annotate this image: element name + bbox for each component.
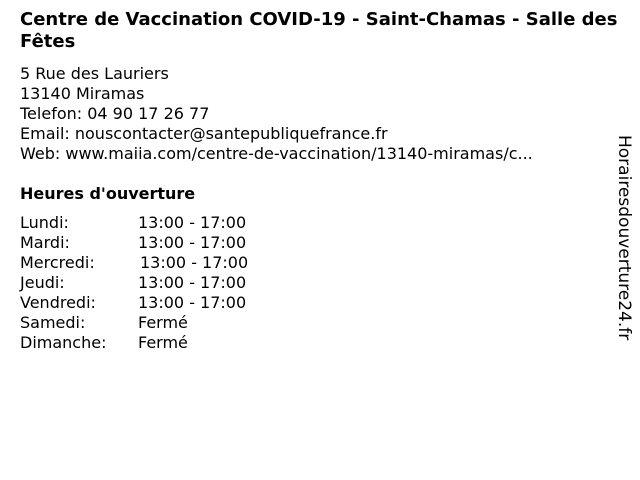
- site-watermark: Horairesdouverture24.fr: [614, 135, 634, 341]
- day-label: Lundi:: [20, 213, 69, 232]
- website-link: Web: www.maiia.com/centre-de-vaccination/13140-miramas/c...: [20, 144, 533, 163]
- address-city: 13140 Miramas: [20, 84, 145, 103]
- time-value: 13:00 - 17:00: [140, 253, 249, 272]
- page-title: Centre de Vaccination COVID-19 - Saint-Chamas - Salle des Fêtes: [20, 9, 618, 52]
- time-value: 13:00 - 17:00: [138, 293, 247, 312]
- time-value: 13:00 - 17:00: [138, 273, 247, 292]
- time-value: Fermé: [138, 313, 188, 332]
- hours-heading: Heures d'ouverture: [20, 184, 196, 203]
- time-value: 13:00 - 17:00: [138, 233, 247, 252]
- phone-number: Telefon: 04 90 17 26 77: [20, 104, 210, 123]
- time-value: 13:00 - 17:00: [138, 213, 247, 232]
- day-label: Vendredi:: [20, 293, 96, 312]
- day-label: Mercredi:: [20, 253, 95, 272]
- day-label: Dimanche:: [20, 333, 107, 352]
- day-label: Mardi:: [20, 233, 70, 252]
- day-label: Samedi:: [20, 313, 86, 332]
- address-street: 5 Rue des Lauriers: [20, 64, 169, 83]
- contact-info: [20, 64, 533, 164]
- time-value: Fermé: [138, 333, 188, 352]
- day-label: Jeudi:: [20, 273, 65, 292]
- email-address: Email: nouscontacter@santepubliquefrance.fr: [20, 124, 388, 143]
